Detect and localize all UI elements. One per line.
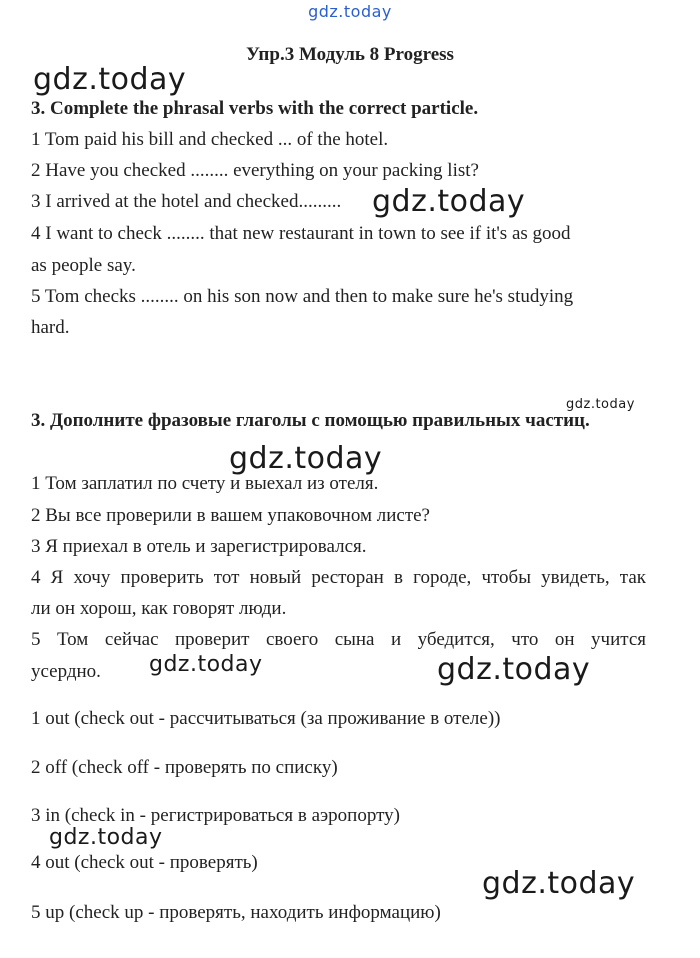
answer-3: 3 in (check in - регистрироваться в аэропорту) [31,805,400,826]
english-item-4-cont: as people say. [31,255,136,276]
english-item-1: 1 Tom paid his bill and checked ... of the hotel. [31,129,389,150]
watermark: gdz.today [566,397,635,412]
russian-item-5-cont: усердно. [31,661,101,682]
russian-item-4: 4 Я хочу проверить тот новый ресторан в городе, чтобы увидеть, так [31,567,646,588]
russian-item-1: 1 Том заплатил по счету и выехал из отеля. [31,473,379,494]
watermark: gdz.today [229,441,383,476]
watermark: gdz.today [372,184,526,219]
russian-item-3: 3 Я приехал в отель и зарегистрировался. [31,536,367,557]
english-item-5: 5 Tom checks ........ on his son now and then to make sure he's studying [31,286,574,307]
answer-2: 2 off (check off - проверять по списку) [31,757,338,778]
english-heading: 3. Complete the phrasal verbs with the correct particle. [31,98,479,119]
english-item-5-cont: hard. [31,317,70,338]
watermark: gdz.today [437,652,591,687]
russian-item-4-cont: ли он хорош, как говорят люди. [31,598,287,619]
watermark: gdz.today [49,825,163,850]
answer-1: 1 out (check out - рассчитываться (за проживание в отеле)) [31,708,501,729]
russian-item-2: 2 Вы все проверили в вашем упаковочном листе? [31,505,430,526]
answer-4: 4 out (check out - проверять) [31,852,258,873]
watermark: gdz.today [33,62,187,97]
watermark: gdz.today [482,866,636,901]
page-title: Упр.3 Модуль 8 Progress [246,44,454,65]
english-item-2: 2 Have you checked ........ everything on your packing list? [31,160,479,181]
answer-5: 5 up (check up - проверять, находить информацию) [31,902,441,923]
english-item-3: 3 I arrived at the hotel and checked......... [31,191,342,212]
russian-heading: 3. Дополните фразовые глаголы с помощью правильных частиц. [31,410,590,431]
watermark-top: gdz.today [308,2,392,21]
english-item-4: 4 I want to check ........ that new restaurant in town to see if it's as good [31,223,571,244]
watermark: gdz.today [149,652,263,677]
russian-item-5: 5 Том сейчас проверит своего сына и убедится, что он учится [31,629,646,650]
